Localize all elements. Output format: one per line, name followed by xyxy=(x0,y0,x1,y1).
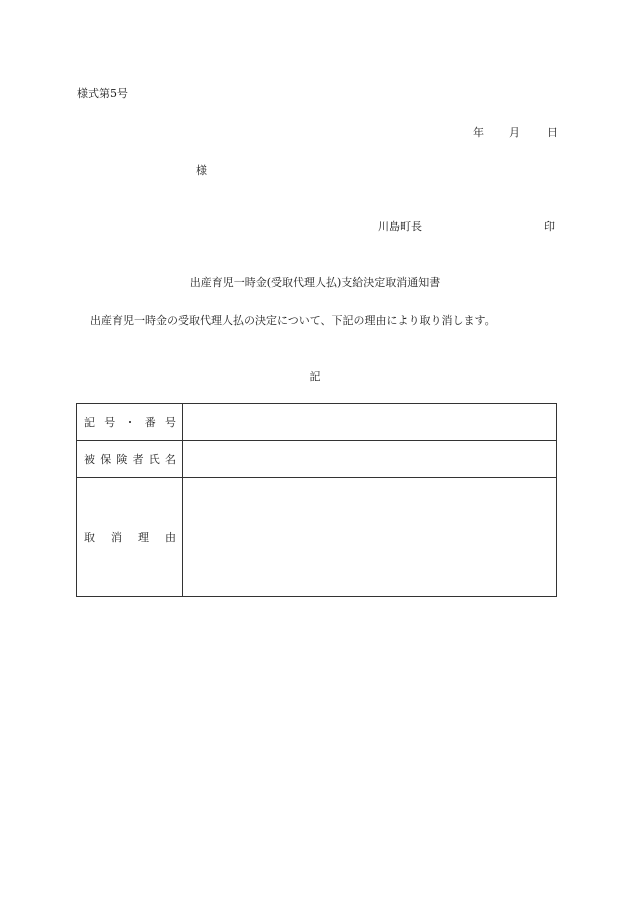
date-month-label: 月 xyxy=(509,126,520,139)
record-number-label xyxy=(77,404,183,441)
label-char: 者 xyxy=(132,453,144,466)
record-number-value[interactable] xyxy=(183,404,557,441)
label-char: ・ xyxy=(124,416,136,429)
document-title: 出産育児一時金(受取代理人払)支給決定取消通知書 xyxy=(189,276,441,289)
label-char: 由 xyxy=(165,531,176,544)
label-char: 取 xyxy=(84,531,95,544)
label-char: 氏 xyxy=(148,453,160,466)
label-char: 保 xyxy=(100,453,112,466)
table-row-insured-name xyxy=(77,441,557,478)
ki-heading: 記 xyxy=(309,370,321,383)
label-char: 号 xyxy=(165,416,176,429)
label-char: 被 xyxy=(84,453,95,466)
form-number: 様式第5号 xyxy=(77,87,128,100)
date-day-label: 日 xyxy=(547,126,558,139)
addressee-suffix: 様 xyxy=(196,164,207,177)
label-char: 名 xyxy=(164,453,176,466)
label-char: 番 xyxy=(144,416,156,429)
insured-name-value[interactable] xyxy=(183,441,557,478)
body-text: 出産育児一時金の受取代理人払の決定について、下記の理由により取り消します。 xyxy=(90,314,496,327)
seal-label: 印 xyxy=(544,220,555,233)
table-row-cancel-reason xyxy=(77,478,557,597)
label-char: 理 xyxy=(138,531,149,544)
issuer-name: 川島町長 xyxy=(378,220,422,233)
date-year-label: 年 xyxy=(473,126,484,139)
label-char: 号 xyxy=(104,416,116,429)
insured-name-label xyxy=(77,441,183,478)
label-char: 記 xyxy=(84,416,95,429)
table-row-record-number xyxy=(77,404,557,441)
date-line xyxy=(473,124,558,140)
info-table xyxy=(76,403,557,597)
label-char: 険 xyxy=(116,453,128,466)
label-char: 消 xyxy=(111,531,122,544)
cancel-reason-label xyxy=(77,478,183,597)
cancel-reason-value[interactable] xyxy=(183,478,557,597)
